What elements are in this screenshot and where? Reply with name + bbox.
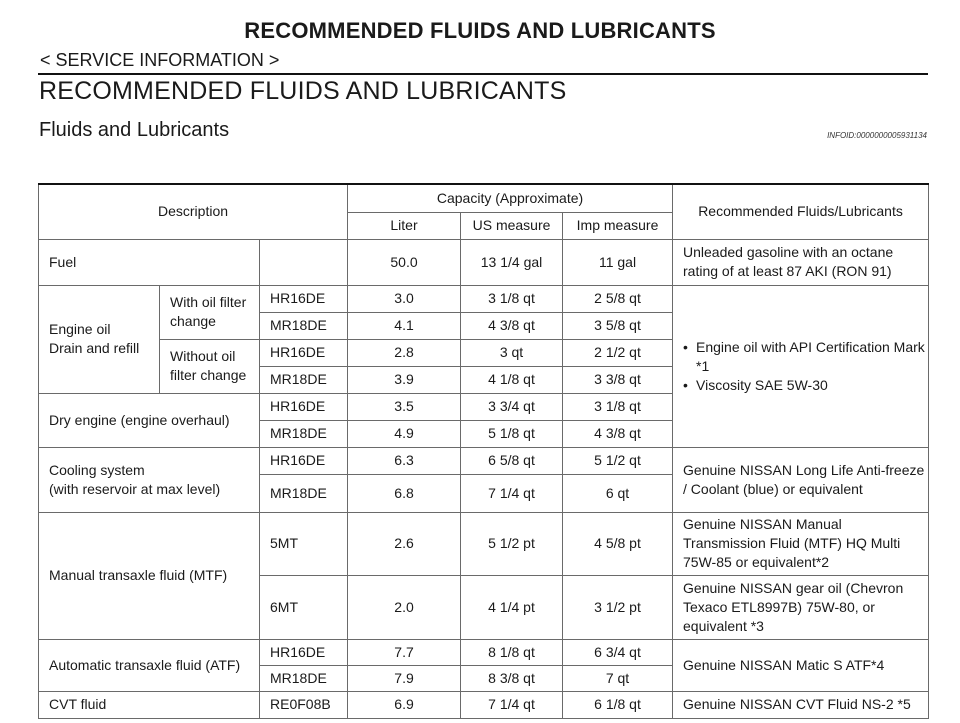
us-cell: 5 1/2 pt: [461, 512, 563, 575]
engine-cell: HR16DE: [260, 285, 348, 312]
engine-cell: MR18DE: [260, 420, 348, 447]
page-title: RECOMMENDED FLUIDS AND LUBRICANTS: [39, 77, 567, 105]
row-label: Engine oil: [49, 321, 111, 337]
imp-cell: 3 3/8 qt: [563, 366, 673, 393]
liter-cell: 50.0: [348, 239, 461, 285]
imp-cell: 3 1/8 qt: [563, 393, 673, 420]
row-label: (with reservoir at max level): [49, 480, 221, 497]
recommended-cell: Genuine NISSAN Manual Transmission Fluid (MTF) HQ Multi 75W-85 or equivalent*2: [673, 512, 929, 575]
imp-cell: 2 5/8 qt: [563, 285, 673, 312]
imp-cell: 5 1/2 qt: [563, 447, 673, 474]
liter-cell: 7.7: [348, 639, 461, 665]
liter-cell: 4.9: [348, 420, 461, 447]
engine-cell: [260, 239, 348, 285]
engine-cell: HR16DE: [260, 339, 348, 366]
engine-cell: HR16DE: [260, 447, 348, 474]
fluids-table: [38, 183, 929, 719]
header-recommended: Recommended Fluids/Lubricants: [673, 184, 929, 239]
us-cell: 8 3/8 qt: [461, 665, 563, 691]
engine-oil-spec-list: [683, 338, 928, 395]
us-cell: 3 1/8 qt: [461, 285, 563, 312]
engine-cell: MR18DE: [260, 665, 348, 691]
with-filter-label: With oil filter change: [160, 285, 260, 339]
row-label: Automatic transaxle fluid (ATF): [39, 639, 260, 691]
engine-cell: 6MT: [260, 575, 348, 639]
row-label: CVT fluid: [39, 691, 260, 718]
section-label: < SERVICE INFORMATION >: [40, 50, 280, 70]
liter-cell: 2.0: [348, 575, 461, 639]
header-us-measure: US measure: [461, 212, 563, 239]
imp-cell: 4 3/8 qt: [563, 420, 673, 447]
us-cell: 3 3/4 qt: [461, 393, 563, 420]
row-label: Manual transaxle fluid (MTF): [39, 512, 260, 639]
engine-cell: RE0F08B: [260, 691, 348, 718]
cooling-label: [39, 447, 260, 512]
header-description: Description: [39, 184, 348, 239]
liter-cell: 4.1: [348, 312, 461, 339]
liter-cell: 3.5: [348, 393, 461, 420]
recommended-cell: Genuine NISSAN gear oil (Chevron Texaco ETL8997B) 75W-80, or equivalent *3: [673, 575, 929, 639]
engine-oil-label: [39, 285, 160, 393]
header-rule: [38, 73, 928, 75]
engine-cell: MR18DE: [260, 366, 348, 393]
liter-cell: 6.3: [348, 447, 461, 474]
imp-cell: 11 gal: [563, 239, 673, 285]
without-filter-label: Without oil filter change: [160, 339, 260, 393]
imp-cell: 4 5/8 pt: [563, 512, 673, 575]
liter-cell: 3.0: [348, 285, 461, 312]
list-item: • Engine oil with API Certification Mark *1: [696, 338, 928, 376]
liter-cell: 6.8: [348, 474, 461, 512]
liter-cell: 7.9: [348, 665, 461, 691]
table-row: [39, 447, 929, 474]
imp-cell: 6 1/8 qt: [563, 691, 673, 718]
liter-cell: 3.9: [348, 366, 461, 393]
header-imp-measure: Imp measure: [563, 212, 673, 239]
table-header-row: [39, 184, 929, 212]
imp-cell: 6 3/4 qt: [563, 639, 673, 665]
us-cell: 5 1/8 qt: [461, 420, 563, 447]
table-row-cvt: [39, 691, 929, 718]
imp-cell: 3 1/2 pt: [563, 575, 673, 639]
info-id: INFOID:0000000005931134: [827, 131, 927, 140]
engine-cell: HR16DE: [260, 639, 348, 665]
us-cell: 13 1/4 gal: [461, 239, 563, 285]
imp-cell: 7 qt: [563, 665, 673, 691]
us-cell: 4 1/4 pt: [461, 575, 563, 639]
recommended-cell: Genuine NISSAN Matic S ATF*4: [673, 639, 929, 691]
us-cell: 7 1/4 qt: [461, 691, 563, 718]
recommended-cell: Unleaded gasoline with an octane rating of at least 87 AKI (RON 91): [673, 239, 929, 285]
us-cell: 6 5/8 qt: [461, 447, 563, 474]
table-row: [39, 639, 929, 665]
us-cell: 8 1/8 qt: [461, 639, 563, 665]
imp-cell: 6 qt: [563, 474, 673, 512]
us-cell: 3 qt: [461, 339, 563, 366]
us-cell: 7 1/4 qt: [461, 474, 563, 512]
list-item: • Viscosity SAE 5W-30: [696, 376, 928, 395]
us-cell: 4 1/8 qt: [461, 366, 563, 393]
row-label: Fuel: [39, 239, 260, 285]
us-cell: 4 3/8 qt: [461, 312, 563, 339]
row-label: Drain and refill: [49, 340, 140, 356]
liter-cell: 2.6: [348, 512, 461, 575]
section-heading: Fluids and Lubricants: [39, 119, 230, 141]
engine-cell: HR16DE: [260, 393, 348, 420]
row-label: Dry engine (engine overhaul): [39, 393, 260, 447]
engine-cell: 5MT: [260, 512, 348, 575]
imp-cell: 3 5/8 qt: [563, 312, 673, 339]
recommended-cell: [673, 285, 929, 447]
row-label: Cooling system: [49, 461, 145, 478]
engine-cell: MR18DE: [260, 474, 348, 512]
table-row-fuel: [39, 239, 929, 285]
liter-cell: 6.9: [348, 691, 461, 718]
liter-cell: 2.8: [348, 339, 461, 366]
header-capacity: Capacity (Approximate): [348, 184, 673, 212]
document-top-title: RECOMMENDED FLUIDS AND LUBRICANTS: [244, 18, 716, 43]
recommended-cell: Genuine NISSAN Long Life Anti-freeze / Coolant (blue) or equivalent: [673, 447, 929, 512]
recommended-cell: Genuine NISSAN CVT Fluid NS-2 *5: [673, 691, 929, 718]
imp-cell: 2 1/2 qt: [563, 339, 673, 366]
table-row: [39, 285, 929, 312]
table-row: [39, 512, 929, 575]
header-liter: Liter: [348, 212, 461, 239]
engine-cell: MR18DE: [260, 312, 348, 339]
